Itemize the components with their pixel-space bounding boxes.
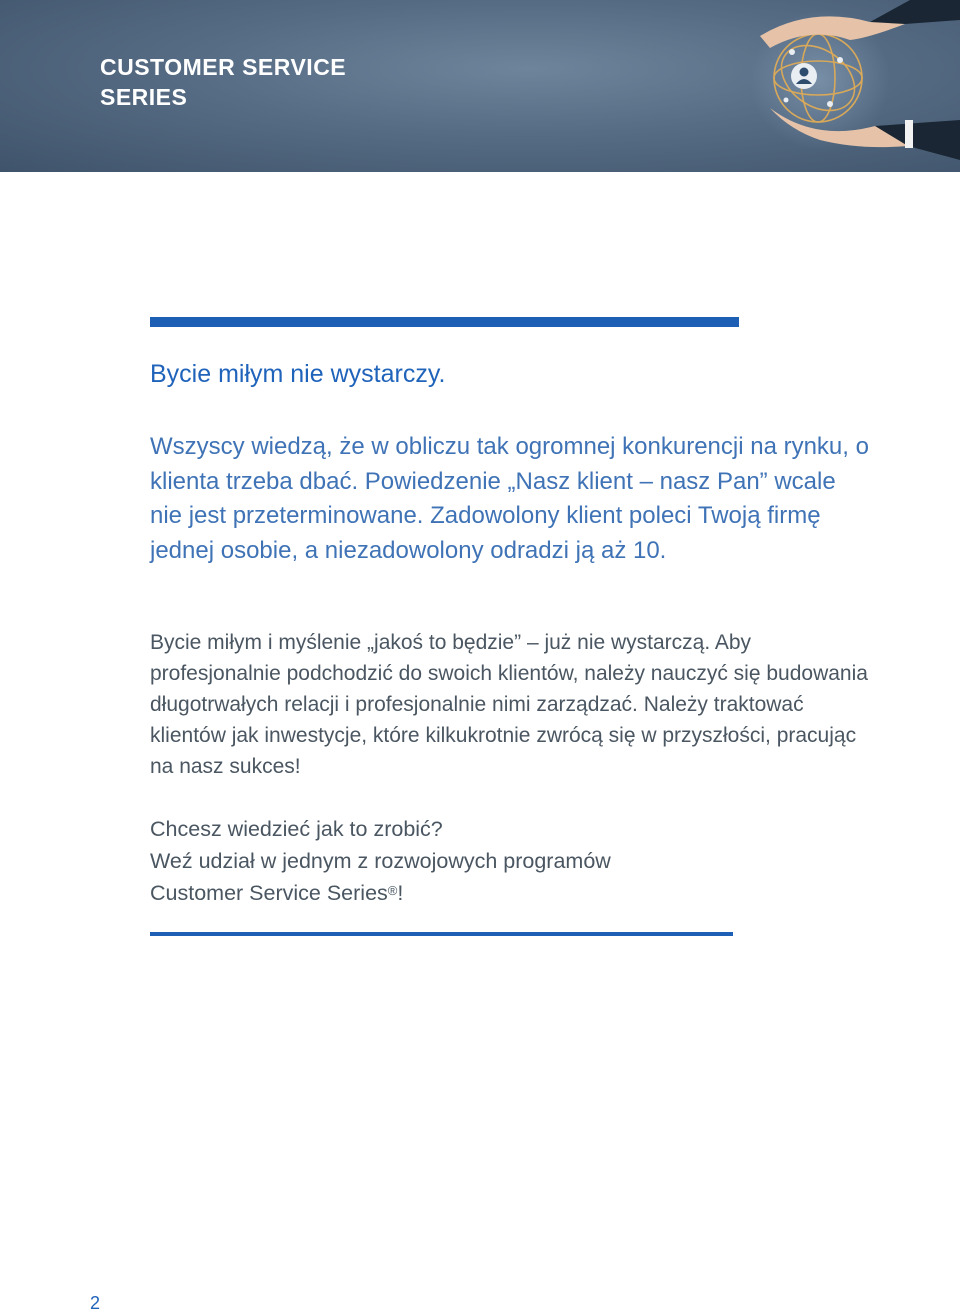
- registered-mark: ®: [387, 883, 398, 898]
- hands-globe-illustration: [700, 0, 960, 172]
- program-name: Customer Service Series: [150, 881, 388, 905]
- cta-line-1: Chcesz wiedzieć jak to zrobić?: [150, 817, 443, 841]
- header-banner: [0, 0, 960, 172]
- call-to-action: [150, 813, 870, 909]
- cta-line-3: [150, 877, 870, 909]
- top-accent-rule: [150, 317, 739, 327]
- series-title-line-1: CUSTOMER SERVICE: [100, 54, 347, 80]
- cta-line-2: Weź udział w jednym z rozwojowych programów: [150, 849, 611, 873]
- bottom-accent-rule: [150, 932, 733, 936]
- series-title: [100, 52, 346, 112]
- series-title-line-2: SERIES: [100, 84, 188, 110]
- body-paragraph: Bycie miłym i myślenie „jakoś to będzie” – już nie wystarczą. Aby profesjonalnie podchodzić do swoich klientów, należy nauczyć się budowania długotrwałych relacji i profesjonalnie nimi zarządzać. Należy traktować klientów jak inwestycje, które kilkukrotnie zwrócą się w przyszłości, pracując na nasz sukces!: [150, 631, 868, 778]
- section-heading: Bycie miłym nie wystarczy.: [150, 360, 446, 388]
- page-number: 2: [90, 1293, 101, 1313]
- cta-exclamation: !: [397, 881, 404, 905]
- lead-paragraph: Wszyscy wiedzą, że w obliczu tak ogromnej konkurencji na rynku, o klienta trzeba dbać. Powiedzenie „Nasz klient – nasz Pan” wcale nie jest przeterminowane. Zadowolony klient poleci Twoją firmę jednej osobie, a niezadowolony odradzi ją aż 10.: [150, 433, 869, 564]
